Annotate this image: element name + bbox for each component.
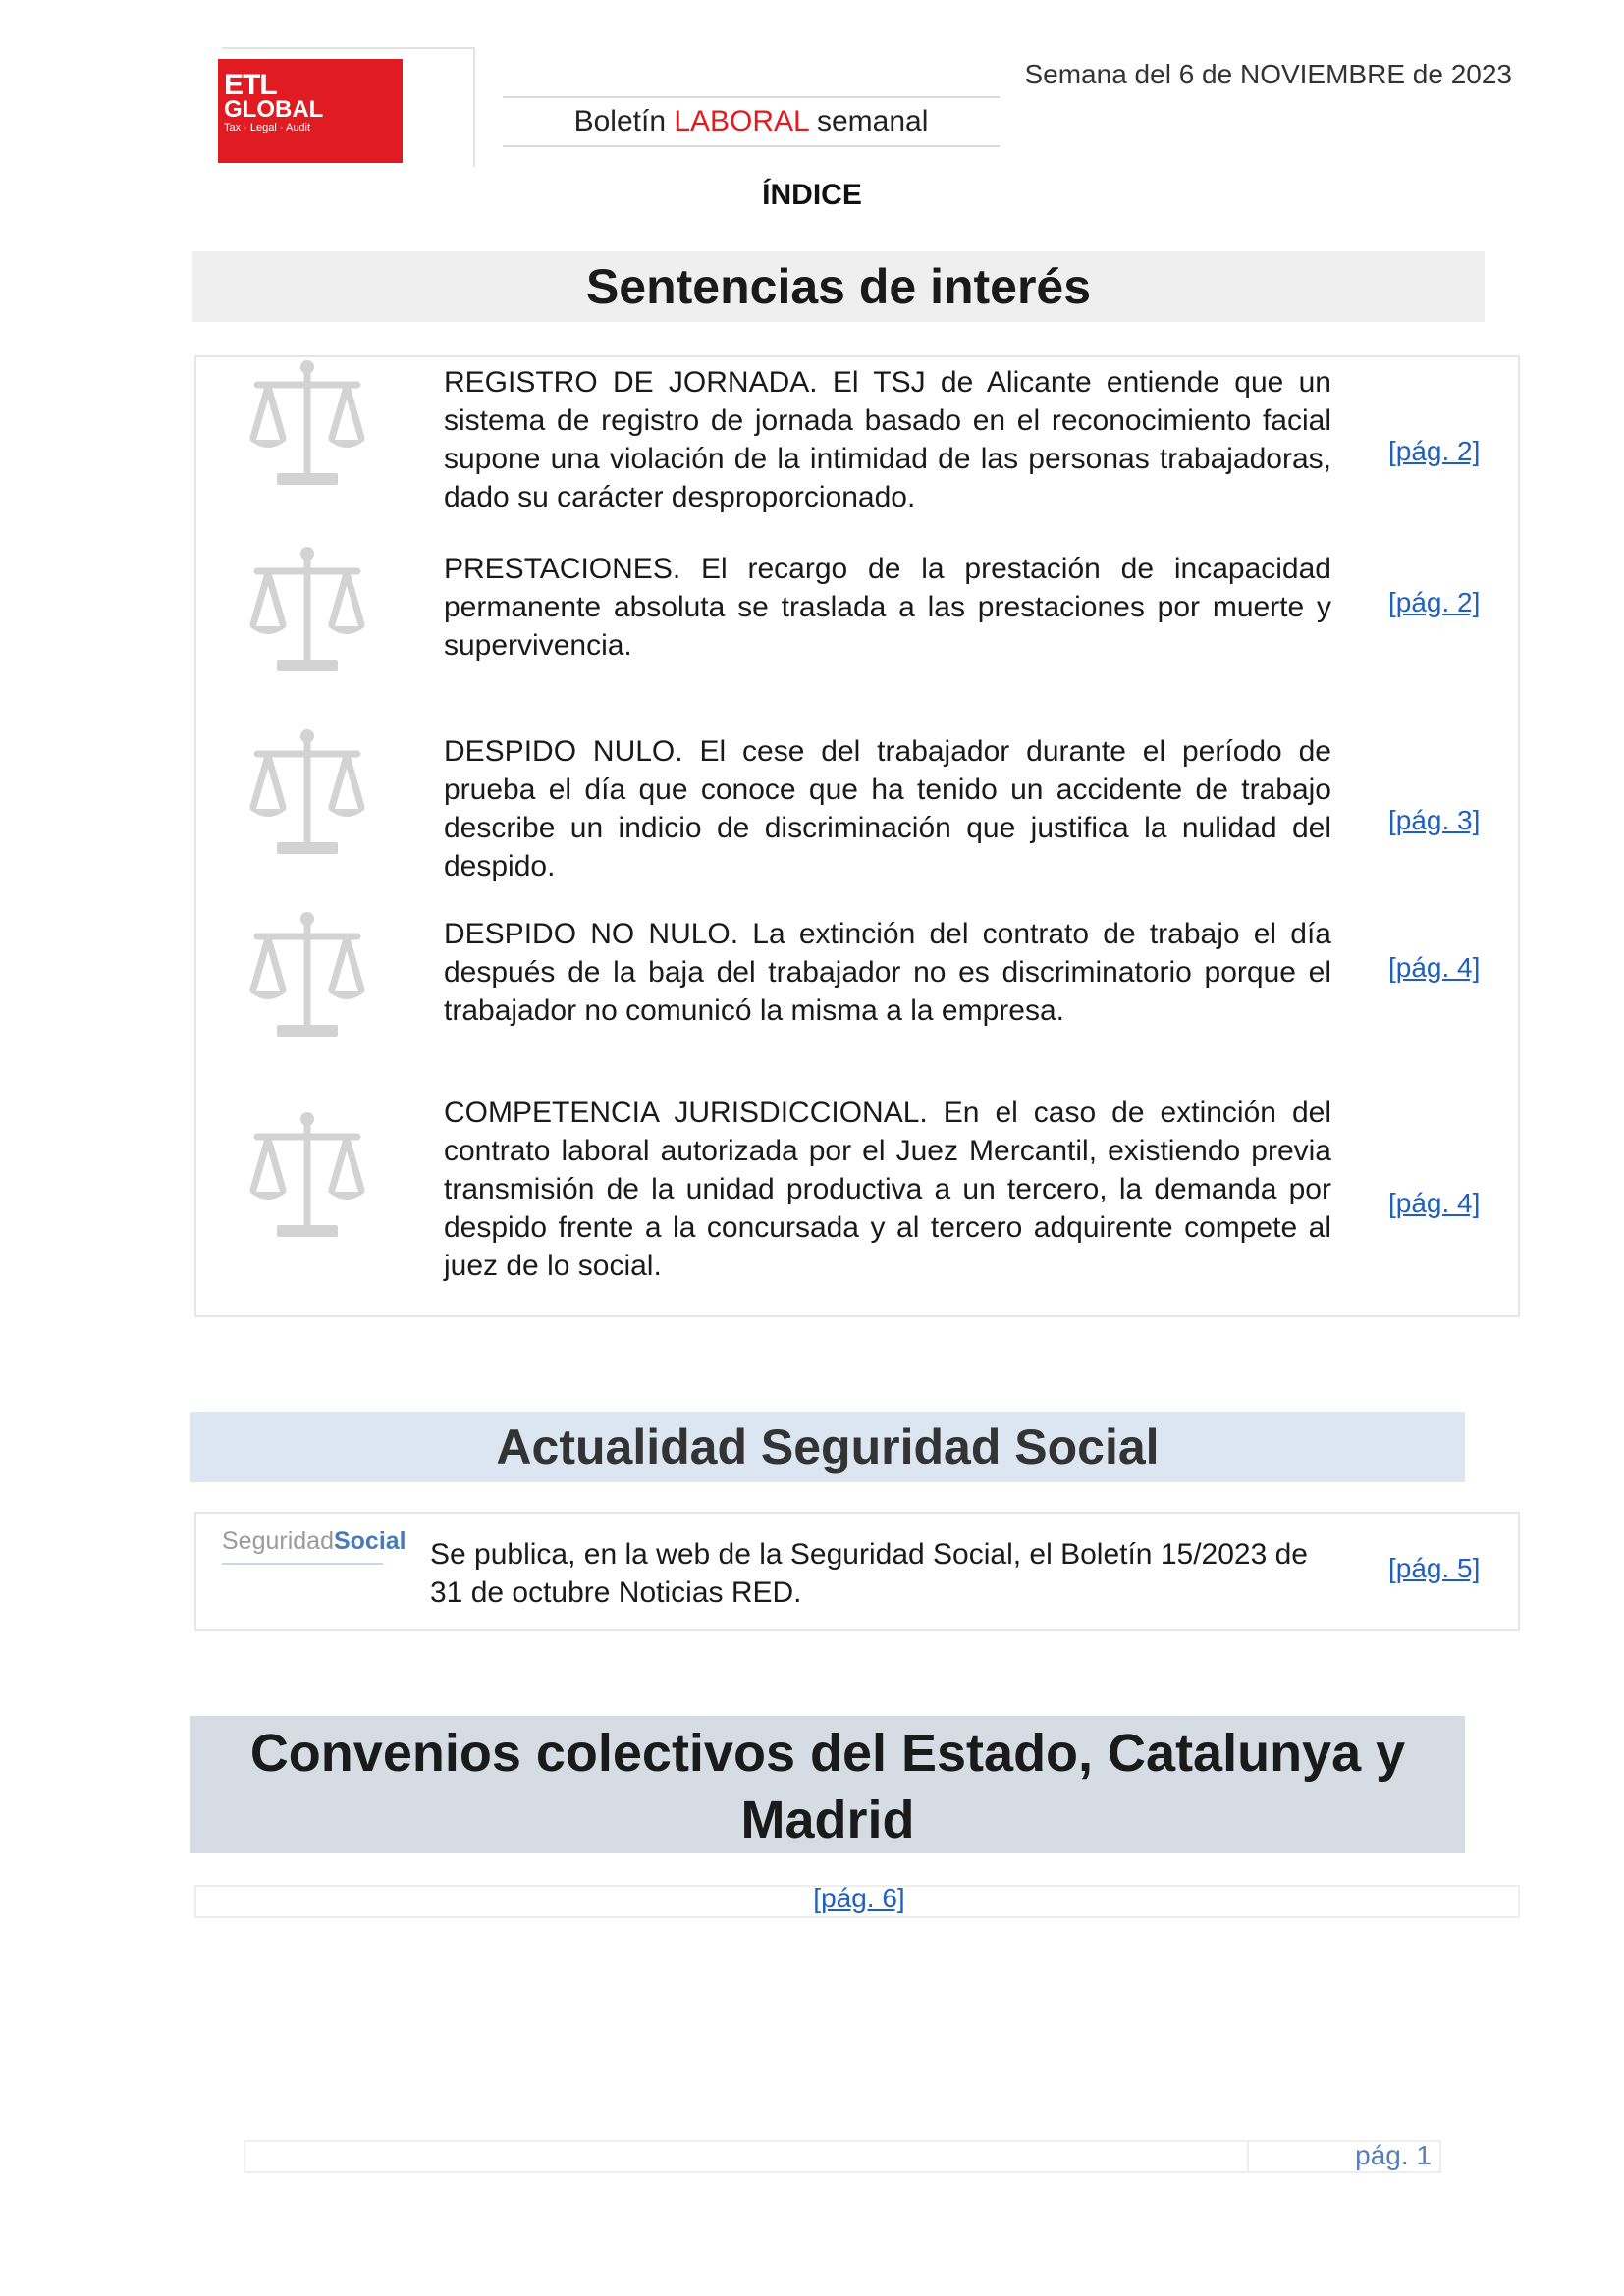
sentencia-text xyxy=(444,550,1331,665)
logo-subtitle-text: Tax · Legal · Audit xyxy=(224,122,311,133)
bulletin-highlight: LABORAL xyxy=(674,105,809,137)
bulletin-suffix: semanal xyxy=(808,105,929,137)
section-title-sentencias: Sentencias de interés xyxy=(192,251,1485,322)
footer-divider xyxy=(1247,2142,1249,2171)
sentencia-body: El recargo de la prestación de incapacidad permanente absoluta se traslada a las prestaciones por muerte y supervivencia. xyxy=(444,553,1331,662)
footer xyxy=(244,2140,1441,2173)
convenios-title-line2: Madrid xyxy=(740,1790,915,1849)
seguridad-social-text: Se publica, en la web de la Seguridad Social, el Boletín 15/2023 de 31 de octubre Noticias RED. xyxy=(430,1538,1308,1609)
sentencia-lead: DESPIDO NO NULO. xyxy=(444,918,739,950)
seguridad-social-item xyxy=(194,1512,1520,1631)
logo-etl-text: ETL xyxy=(224,69,277,101)
ss-logo-light: Seguridad xyxy=(222,1527,334,1555)
sentencia-lead: PRESTACIONES. xyxy=(444,553,681,585)
sentencia-lead: REGISTRO DE JORNADA. xyxy=(444,366,818,399)
logo-global-text: GLOBAL xyxy=(224,96,324,123)
index-title: ÍNDICE xyxy=(762,179,862,211)
sentencia-body: El TSJ de Alicante entiende que un sistema de registro de jornada basado en el reconocimiento facial supone una violación de la intimidad de las personas trabajadoras, dado su carácter desproporcionado. xyxy=(444,366,1331,513)
logo-red-block xyxy=(218,59,403,163)
page-number: pág. 1 xyxy=(1355,2140,1432,2170)
sentencia-text xyxy=(444,732,1331,885)
page-link[interactable]: [pág. 6] xyxy=(813,1883,905,1913)
sentencia-body: La extinción del contrato de trabajo el día después de la baja del trabajador no es discriminatorio porque el trabajador no comunicó la misma a la empresa. xyxy=(444,918,1331,1027)
bulletin-title xyxy=(503,96,1000,147)
page-link[interactable]: [pág. 5] xyxy=(1388,1553,1481,1583)
convenios-title-line1: Convenios colectivos del Estado, Catalunya y xyxy=(249,1724,1406,1783)
scale-icon xyxy=(244,544,371,677)
week-date: Semana del 6 de NOVIEMBRE de 2023 xyxy=(1024,59,1512,89)
seguridad-social-logo xyxy=(222,1527,406,1556)
scale-icon xyxy=(244,1109,371,1243)
scale-icon xyxy=(244,726,371,860)
ss-logo-underline xyxy=(222,1563,383,1565)
page-link[interactable]: [pág. 4] xyxy=(1388,1188,1481,1218)
sentencia-body: En el caso de extinción del contrato laboral autorizada por el Juez Mercantil, existiendo previa transmisión de la unidad productiva a un tercero, la demanda por despido frente a la concursada y al tercero adquirente compete al juez de lo social. xyxy=(444,1096,1331,1282)
page-link[interactable]: [pág. 2] xyxy=(1388,436,1481,466)
page-link[interactable]: [pág. 2] xyxy=(1388,587,1481,617)
scale-icon xyxy=(244,909,371,1042)
section-title-convenios xyxy=(190,1716,1465,1853)
page-link[interactable]: [pág. 3] xyxy=(1388,805,1481,835)
sentencia-text xyxy=(444,915,1331,1030)
sentencias-list xyxy=(194,355,1520,1317)
bulletin-prefix: Boletín xyxy=(573,105,675,137)
sentencia-lead: DESPIDO NULO. xyxy=(444,735,683,768)
sentencia-body: El cese del trabajador durante el período de prueba el día que conoce que ha tenido un accidente de trabajo describe un indicio de discriminación que justifica la nulidad del despido. xyxy=(444,735,1331,882)
sentencia-text xyxy=(444,363,1331,516)
ss-logo-bold: Social xyxy=(333,1527,406,1555)
convenios-item xyxy=(194,1885,1520,1918)
scale-icon xyxy=(244,357,371,491)
sentencia-text xyxy=(444,1094,1331,1285)
sentencia-lead: COMPETENCIA JURISDICCIONAL. xyxy=(444,1096,928,1129)
page-link[interactable]: [pág. 4] xyxy=(1388,952,1481,983)
section-title-seguridad-social: Actualidad Seguridad Social xyxy=(190,1412,1465,1482)
etl-global-logo xyxy=(218,45,475,165)
